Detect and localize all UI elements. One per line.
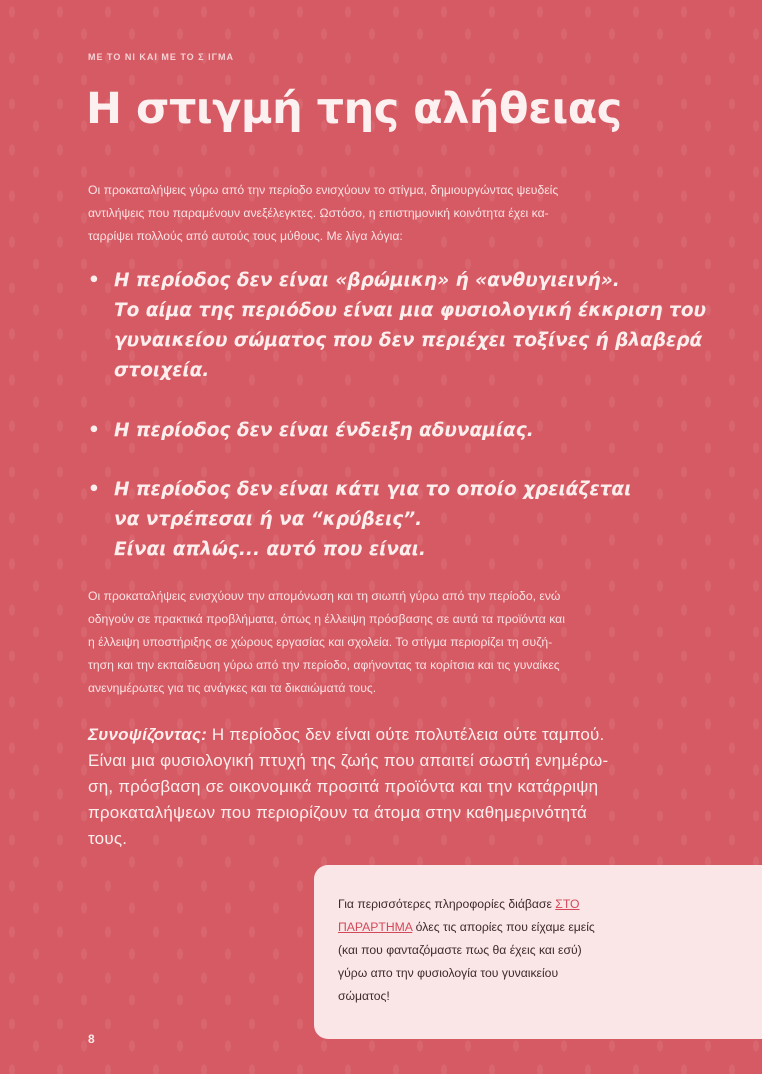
summary-line: τους. bbox=[88, 829, 128, 848]
intro-line: αντιλήψεις που παραμένουν ανεξέλεγκτες. Ωστόσο, η επιστημονική κοινότητα έχει κα- bbox=[88, 206, 549, 220]
body-paragraph bbox=[88, 585, 688, 700]
bullet-icon: • bbox=[88, 420, 100, 441]
summary-line: Είναι μια φυσιολογική πτυχή της ζωής που απαιτεί σωστή ενημέρω- bbox=[88, 751, 609, 770]
myth-line: στοιχεία. bbox=[114, 360, 210, 381]
bullet-icon: • bbox=[88, 479, 100, 500]
myth-line: Η περίοδος δεν είναι ένδειξη αδυναμίας. bbox=[114, 420, 534, 441]
intro-line: ταρρίψει πολλούς από αυτούς τους μύθους. Με λίγα λόγια: bbox=[88, 229, 403, 243]
summary-line: προκαταλήψεων που περιορίζουν τα άτομα στην καθημερινότητά bbox=[88, 803, 588, 822]
callout-text bbox=[338, 893, 648, 1008]
page-title: Η στιγμή της αλήθειας bbox=[86, 84, 622, 134]
myth-line: Είναι απλώς... αυτό που είναι. bbox=[114, 539, 426, 560]
appendix-link[interactable]: ΣΤΟ bbox=[555, 897, 580, 911]
callout-line: σώματος! bbox=[338, 989, 390, 1003]
callout-line: (και που φανταζόμαστε πως θα έχεις και εσύ) bbox=[338, 943, 582, 957]
myth-line: Το αίμα της περιόδου είναι μια φυσιολογική έκκριση του bbox=[114, 300, 707, 321]
intro-paragraph bbox=[88, 179, 688, 248]
body-line: ανενημέρωτες για τις ανάγκες και τα δικαιώματά τους. bbox=[88, 681, 377, 695]
myth-item bbox=[88, 266, 707, 386]
bullet-icon: • bbox=[88, 270, 100, 291]
myth-item bbox=[88, 475, 688, 565]
body-line: η έλλειψη υποστήριξης σε χώρους εργασίας και σχολεία. Το στίγμα περιορίζει τη συζή- bbox=[88, 635, 553, 649]
summary-line: ση, πρόσβαση σε οικονομικά προσιτά προϊόντα και την κατάρριψη bbox=[88, 777, 599, 796]
summary-lead: Συνοψίζοντας: bbox=[88, 725, 207, 744]
page-number: 8 bbox=[88, 1032, 95, 1046]
callout-line: γύρω απο την φυσιολογία του γυναικείου bbox=[338, 966, 559, 980]
myth-line: γυναικείου σώματος που δεν περιέχει τοξίνες ή βλαβερά bbox=[114, 330, 703, 351]
myth-line: Η περίοδος δεν είναι κάτι για το οποίο χρειάζεται bbox=[114, 479, 632, 500]
summary-paragraph bbox=[88, 722, 688, 852]
appendix-link[interactable]: ΠΑΡΑΡΤΗΜΑ bbox=[338, 920, 413, 934]
callout-line: όλες τις απορίες που είχαμε εμείς bbox=[412, 920, 595, 934]
info-callout bbox=[314, 865, 762, 1039]
summary-line: Η περίοδος δεν είναι ούτε πολυτέλεια ούτε ταμπού. bbox=[206, 725, 605, 744]
intro-line: Οι προκαταλήψεις γύρω από την περίοδο ενισχύουν το στίγμα, δημιουργώντας ψευδείς bbox=[88, 183, 559, 197]
myth-line: να ντρέπεσαι ή να “κρύβεις”. bbox=[114, 509, 423, 530]
myth-item bbox=[88, 416, 688, 446]
callout-line: Για περισσότερες πληροφορίες διάβασε bbox=[338, 897, 556, 911]
myth-line: Η περίοδος δεν είναι «βρώμικη» ή «ανθυγιεινή». bbox=[114, 270, 620, 291]
body-line: οδηγούν σε πρακτικά προβλήματα, όπως η έλλειψη πρόσβασης σε αυτά τα προϊόντα και bbox=[88, 612, 565, 626]
body-line: Οι προκαταλήψεις ενισχύουν την απομόνωση και τη σιωπή γύρω από την περίοδο, ενώ bbox=[88, 589, 561, 603]
myths-list bbox=[88, 266, 707, 565]
body-line: τηση και την εκπαίδευση γύρω από την περίοδο, αφήνοντας τα κορίτσια και τις γυναίκες bbox=[88, 658, 560, 672]
section-kicker: ΜΕ ΤΟ ΝΙ ΚΑΙ ΜΕ ΤΟ Σ ΙΓΜΑ bbox=[88, 52, 234, 62]
